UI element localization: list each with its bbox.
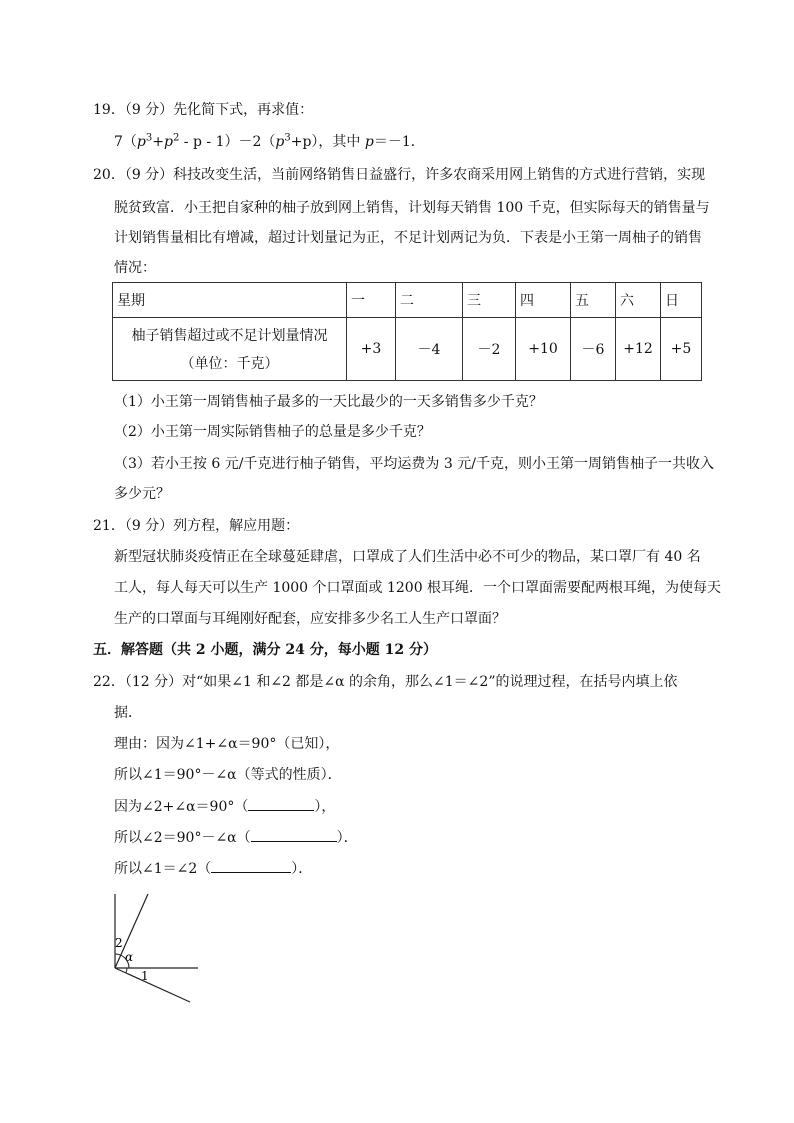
value-cell: +12	[616, 318, 661, 381]
row-label	[113, 318, 347, 381]
reason-text: 所以∠1＝∠2（	[114, 861, 212, 877]
var-p: p	[164, 134, 173, 150]
q19-heading: 19．（9 分）先化简下式，再求值：	[93, 102, 314, 118]
q21-line-3: 生产的口罩面与耳绳刚好配套，应安排多少名工人生产口罩面？	[114, 611, 506, 627]
day-cell: 日	[661, 283, 702, 318]
q22-line-2: 据．	[114, 705, 142, 721]
lower-ray	[115, 968, 190, 1002]
value-cell: +3	[347, 318, 396, 381]
table-value-row	[113, 318, 702, 381]
q22-reason-5	[114, 858, 312, 879]
q20-sub-1: （1）小王第一周销售柚子最多的一天比最少的一天多销售多少千克？	[114, 394, 543, 410]
q20-line-1: 20．（9 分）科技改变生活，当前网络销售日益盛行，许多农商采用网上销售的方式进行营销，实现	[93, 167, 706, 183]
q20-line-2: 脱贫致富．小王把自家种的柚子放到网上销售，计划每天销售 100 千克，但实际每天的销售量与	[114, 200, 710, 216]
reason-text: ），	[314, 799, 336, 815]
value-cell: +10	[516, 318, 571, 381]
exponent: 3	[145, 132, 153, 144]
day-cell: 三	[463, 283, 516, 318]
var-p: p	[275, 134, 285, 150]
day-cell: 四	[516, 283, 571, 318]
answer-blank-2[interactable]	[251, 827, 337, 842]
sales-table	[112, 282, 702, 381]
header-label: 星期	[113, 283, 347, 318]
label-2: 2	[115, 936, 123, 950]
expr-part: - p - 1）－2（	[179, 134, 276, 150]
row-label-line-2: （单位：千克）	[180, 356, 279, 372]
table-header-row	[113, 283, 702, 318]
value-cell: －2	[463, 318, 516, 381]
var-p: p	[136, 134, 146, 150]
row-label-line-1: 柚子销售超过或不足计划量情况	[131, 328, 328, 344]
q22-reason-1: 理由：因为∠1+∠α＝90°（已知），	[114, 736, 340, 752]
q21-heading: 21．（9 分）列方程，解应用题：	[93, 518, 300, 534]
label-1: 1	[141, 969, 149, 983]
expr-part: ＝－1．	[373, 134, 425, 150]
q20-sub-3b: 多少元？	[114, 486, 170, 502]
answer-blank-1[interactable]	[248, 796, 314, 811]
q19-expression	[114, 132, 425, 152]
value-cell: +5	[661, 318, 702, 381]
day-cell: 二	[396, 283, 463, 318]
exponent: 3	[284, 132, 291, 144]
q20-line-4: 情况：	[114, 260, 156, 276]
exponent: 2	[172, 132, 180, 144]
angle-2-arc	[115, 954, 121, 955]
q20-line-3: 计划销售量相比有增减，超过计划量记为正，不足计划两记为负．下表是小王第一周柚子的销售	[114, 230, 702, 246]
label-alpha: α	[125, 950, 134, 964]
value-cell: －6	[571, 318, 616, 381]
expr-part: +p），其中	[290, 134, 365, 150]
answer-blank-3[interactable]	[211, 858, 291, 873]
q22-line-1: 22．（12 分）对“如果∠1 和∠2 都是∠α 的余角，那么∠1＝∠2”的说理过程，在括号内填上依	[93, 674, 678, 690]
q20-sub-3a: （3）若小王按 6 元/千克进行柚子销售，平均运费为 3 元/千克，则小王第一周销售柚子一共收入	[114, 456, 714, 472]
q21-line-1: 新型冠状肺炎疫情正在全球蔓延肆虐，口罩成了人们生活中必不可少的物品，某口罩厂有 40 名	[114, 549, 701, 565]
day-cell: 五	[571, 283, 616, 318]
day-cell: 六	[616, 283, 661, 318]
q21-line-2: 工人，每人每天可以生产 1000 个口罩面或 1200 根耳绳．一个口罩面需要配两根耳绳，为使每天	[114, 580, 722, 596]
value-cell: －4	[396, 318, 463, 381]
reason-text: 因为∠2+∠α＝90°（	[114, 799, 249, 815]
q20-sub-2: （2）小王第一周实际销售柚子的总量是多少千克？	[114, 424, 431, 440]
angle-1-arc	[126, 968, 127, 973]
reason-text: ）．	[291, 861, 313, 877]
expr-part: +	[152, 134, 164, 150]
q22-reason-2: 所以∠1＝90°－∠α（等式的性质）．	[114, 767, 342, 783]
reason-text: 所以∠2＝90°－∠α（	[114, 830, 251, 846]
q22-reason-3	[114, 796, 335, 817]
angle-figure	[108, 890, 208, 1010]
reason-text: ）．	[336, 830, 358, 846]
day-cell: 一	[347, 283, 396, 318]
q22-reason-4	[114, 827, 358, 848]
expr-part: 7（	[114, 134, 137, 150]
section-5-heading: 五．解答题（共 2 小题，满分 24 分，每小题 12 分）	[93, 642, 437, 658]
var-p: p	[364, 134, 374, 150]
